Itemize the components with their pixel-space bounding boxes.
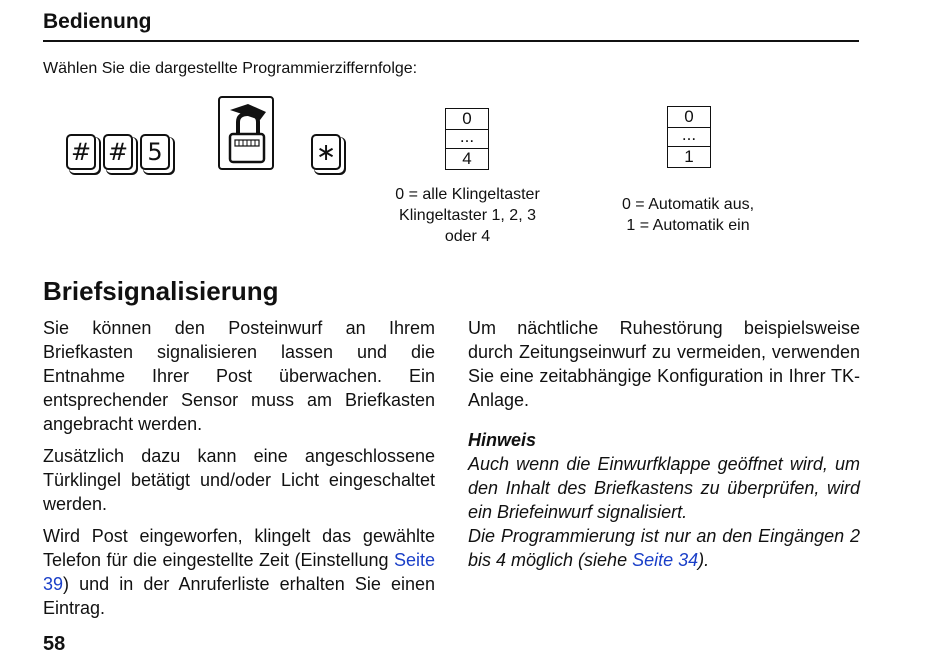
sequence2-caption — [600, 194, 776, 236]
sequence-bottom: 1 — [684, 147, 694, 166]
page-link-34[interactable]: Seite 34 — [632, 550, 699, 570]
hash-key-icon: # — [66, 134, 96, 170]
hint-paragraph: Auch wenn die Einwurfklappe geöffnet wird, um den Inhalt des Briefkastens zu überprüfen, wird ein Briefeinwurf signalisiert. — [468, 454, 860, 522]
hint-paragraph — [468, 524, 860, 572]
page-number: 58 — [43, 633, 66, 655]
padlock-icon — [218, 96, 274, 170]
sequence-dots: ... — [668, 127, 710, 147]
sequence-bottom: 4 — [462, 149, 472, 168]
text: ) und in der Anruferliste erhalten Sie einen Eintrag. — [43, 574, 435, 618]
paragraph: Zusätzlich dazu kann eine angeschlossene Türklingel betätigt und/oder Licht eingeschaltet werden. — [43, 446, 435, 514]
sequence-top: 0 — [684, 107, 694, 126]
sequence-box-0-4 — [445, 108, 489, 170]
sequence-top: 0 — [462, 109, 472, 128]
intro-text: Wählen Sie die dargestellte Programmierziffernfolge: — [43, 60, 418, 77]
digit-5-key-icon: 5 — [140, 134, 170, 170]
caption-line: 1 = Automatik ein — [626, 217, 750, 234]
caption-line: Klingeltaster 1, 2, 3 — [399, 207, 536, 224]
hash-key-icon: # — [103, 134, 133, 170]
text: Die Programmierung ist nur an den Eingängen 2 bis 4 möglich (siehe — [468, 526, 860, 570]
page-link-39[interactable]: Seite 39 — [43, 550, 435, 594]
paragraph: Um nächtliche Ruhestörung beispielsweise durch Zeitungseinwurf zu vermeiden, verwenden Sie eine zeitabhängige Konfiguration in Ihrer TK-Anlage. — [468, 318, 860, 410]
sequence-box-0-1 — [667, 106, 711, 168]
page-title: Briefsignalisierung — [43, 276, 279, 306]
caption-line: 0 = Automatik aus, — [621, 196, 755, 213]
star-key-icon: ∗ — [311, 134, 341, 170]
text: Wird Post eingeworfen, klingelt das gewählte Telefon für die eingestellte Zeit (Einstellung — [43, 526, 435, 570]
left-column — [43, 316, 435, 628]
paragraph — [43, 524, 435, 620]
sequence-dots: ... — [446, 129, 488, 149]
section-header: Bedienung — [43, 10, 859, 42]
right-column — [468, 316, 860, 572]
text: ). — [698, 550, 710, 570]
paragraph: Sie können den Posteinwurf an Ihrem Briefkasten signalisieren lassen und die Entnahme Ihrer Post überwachen. Ein entsprechender Sensor muss am Briefkasten angebracht werden. — [43, 318, 435, 434]
caption-line: 0 = alle Klingeltaster — [395, 186, 540, 203]
sequence1-caption — [370, 184, 565, 247]
caption-line: oder 4 — [444, 228, 491, 245]
hint-title: Hinweis — [468, 430, 537, 450]
